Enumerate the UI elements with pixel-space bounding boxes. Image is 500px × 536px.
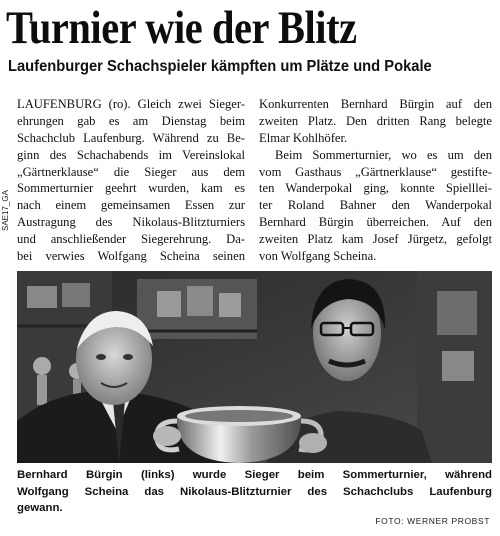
- article-photo: [17, 271, 492, 463]
- body-line: Bernhard Bürgin überreichen. Auf den: [259, 215, 492, 230]
- caption-line: Bernhard Bürgin (links) wurde Sieger beim Sommerturnier, während: [17, 469, 492, 481]
- body-line: vom Gasthaus „Gärtnerklause“ gestifte-: [259, 164, 492, 179]
- body-line: von Wolfgang Scheina.: [259, 249, 377, 264]
- body-line: Sommerturnier geehrt wurden, kam es: [17, 181, 245, 196]
- body-line: ehrungen gab es am Dienstag beim: [17, 113, 245, 128]
- photo-credit: FOTO: WERNER PROBST: [375, 516, 490, 526]
- body-line: Elmar Kohlhöfer.: [259, 130, 348, 145]
- caption-line: Wolfgang Scheina das Nikolaus-Blitzturnier des Schachclubs Laufenburg: [17, 485, 492, 498]
- body-line: ter Roland Bahner den Wanderpokal: [259, 198, 492, 213]
- body-line: ten Wanderpokal ging, konnte Spielllei-: [259, 181, 492, 196]
- body-line: Konkurrenten Bernhard Bürgin auf den: [259, 97, 492, 111]
- photo-illustration: [17, 271, 492, 463]
- body-line: Austragung des Nikolaus-Blitzturniers: [17, 215, 245, 230]
- caption-line: gewann.: [17, 502, 63, 514]
- body-line: ginn des Schachabends im Vereinslokal: [17, 147, 245, 162]
- article-column-right: [259, 96, 492, 265]
- body-line: bei verwies Wolfgang Scheina seinen: [17, 249, 245, 264]
- body-line: und anschließender Siegerehrung. Da-: [17, 232, 245, 247]
- body-line: zweiten Platz. Den dritten Rang belegte: [259, 113, 492, 128]
- side-code: SAE17_GA: [1, 190, 10, 231]
- body-line: LAUFENBURG (ro). Gleich zwei Sieger-: [17, 97, 245, 111]
- body-line: „Gärtnerklause“ die Sieger aus dem: [17, 164, 245, 179]
- subheadline: Laufenburger Schachspieler kämpften um Plätze und Pokale: [8, 58, 432, 75]
- photo-caption: [17, 467, 492, 517]
- headline: Turnier wie der Blitz: [6, 2, 357, 54]
- body-line: Beim Sommerturnier, wo es um den: [275, 147, 492, 162]
- body-line: zweiten Platz kam Josef Jürgetz, gefolgt: [259, 232, 492, 247]
- body-line: Schachclub Laufenburg. Während zu Be-: [17, 130, 245, 145]
- body-line: nach einem gemeinsamen Essen zur: [17, 198, 245, 213]
- article-column-left: [17, 96, 245, 265]
